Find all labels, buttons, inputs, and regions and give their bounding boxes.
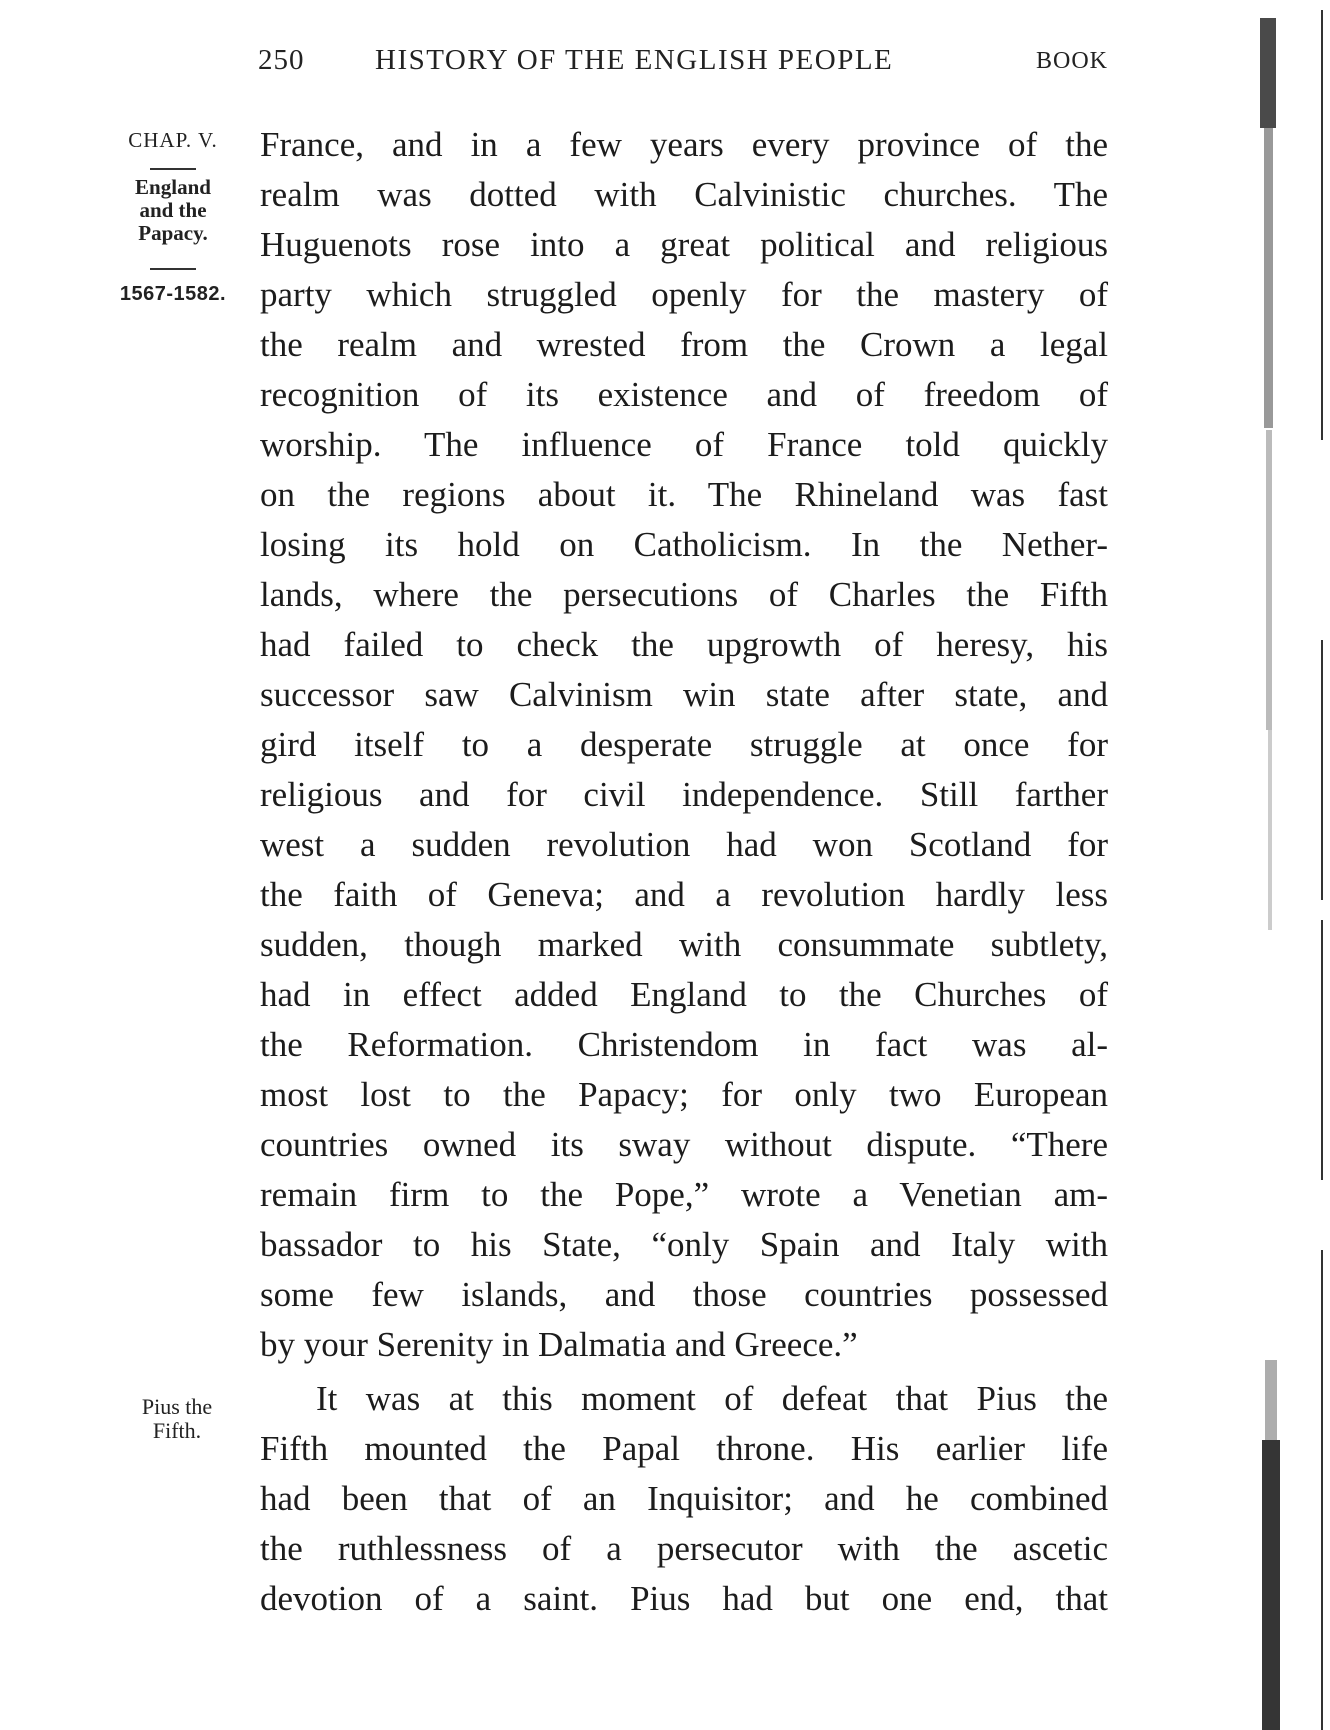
date-range-note: 1567-1582. bbox=[119, 283, 227, 305]
text-line: party which struggled openly for the mastery of bbox=[260, 275, 1108, 314]
margin-rule bbox=[150, 168, 196, 170]
text-line: had failed to check the upgrowth of heresy, his bbox=[260, 625, 1108, 664]
text-line: sudden, though marked with consummate subtlety, bbox=[260, 925, 1108, 964]
running-title: HISTORY OF THE ENGLISH PEOPLE bbox=[375, 44, 894, 76]
text-line: gird itself to a desperate struggle at once for bbox=[260, 725, 1108, 764]
text-line: It was at this moment of defeat that Pius the bbox=[316, 1379, 1108, 1418]
text-line: Fifth mounted the Papal throne. His earlier life bbox=[260, 1429, 1108, 1468]
topic-note-line: Papacy. bbox=[138, 221, 208, 245]
pius-note-line: Pius the bbox=[141, 1394, 213, 1419]
text-line: remain firm to the Pope,” wrote a Venetian am- bbox=[260, 1175, 1108, 1214]
text-line: recognition of its existence and of freedom of bbox=[260, 375, 1108, 414]
text-line: on the regions about it. The Rhineland was fast bbox=[260, 475, 1108, 514]
text-line: by your Serenity in Dalmatia and Greece.” bbox=[260, 1325, 858, 1364]
text-line: had been that of an Inquisitor; and he combined bbox=[260, 1479, 1108, 1518]
text-line: most lost to the Papacy; for only two European bbox=[260, 1075, 1108, 1114]
text-line: worship. The influence of France told quickly bbox=[260, 425, 1108, 464]
text-line: successor saw Calvinism win state after state, and bbox=[260, 675, 1108, 714]
text-line: the ruthlessness of a persecutor with the ascetic bbox=[260, 1529, 1108, 1568]
pius-note bbox=[122, 1395, 232, 1443]
running-head bbox=[258, 44, 1108, 84]
text-line: religious and for civil independence. Still farther bbox=[260, 775, 1108, 814]
text-line: countries owned its sway without dispute. “There bbox=[260, 1125, 1108, 1164]
binding-edge bbox=[1250, 0, 1330, 1730]
text-line: lands, where the persecutions of Charles the Fifth bbox=[260, 575, 1108, 614]
topic-note-line: and the bbox=[139, 198, 207, 222]
text-line: the Reformation. Christendom in fact was al- bbox=[260, 1025, 1108, 1064]
text-line: the faith of Geneva; and a revolution hardly less bbox=[260, 875, 1108, 914]
chapter-label: CHAP. V. bbox=[128, 128, 218, 152]
text-line: losing its hold on Catholicism. In the Nether- bbox=[260, 525, 1108, 564]
margin-rule bbox=[150, 268, 196, 270]
text-line: France, and in a few years every province of the bbox=[260, 125, 1108, 164]
running-book-label: BOOK bbox=[1035, 48, 1108, 74]
page-number: 250 bbox=[258, 44, 305, 76]
text-line: had in effect added England to the Churches of bbox=[260, 975, 1108, 1014]
topic-note-line: England bbox=[135, 175, 211, 199]
text-line: west a sudden revolution had won Scotland for bbox=[260, 825, 1108, 864]
pius-note-line: Fifth. bbox=[152, 1418, 202, 1443]
text-line: devotion of a saint. Pius had but one end, that bbox=[260, 1579, 1108, 1618]
text-line: Huguenots rose into a great political and religious bbox=[260, 225, 1108, 264]
text-line: bassador to his State, “only Spain and Italy with bbox=[260, 1225, 1108, 1264]
text-line: realm was dotted with Calvinistic churches. The bbox=[260, 175, 1108, 214]
topic-note bbox=[112, 176, 234, 245]
text-line: the realm and wrested from the Crown a legal bbox=[260, 325, 1108, 364]
text-line: some few islands, and those countries possessed bbox=[260, 1275, 1108, 1314]
